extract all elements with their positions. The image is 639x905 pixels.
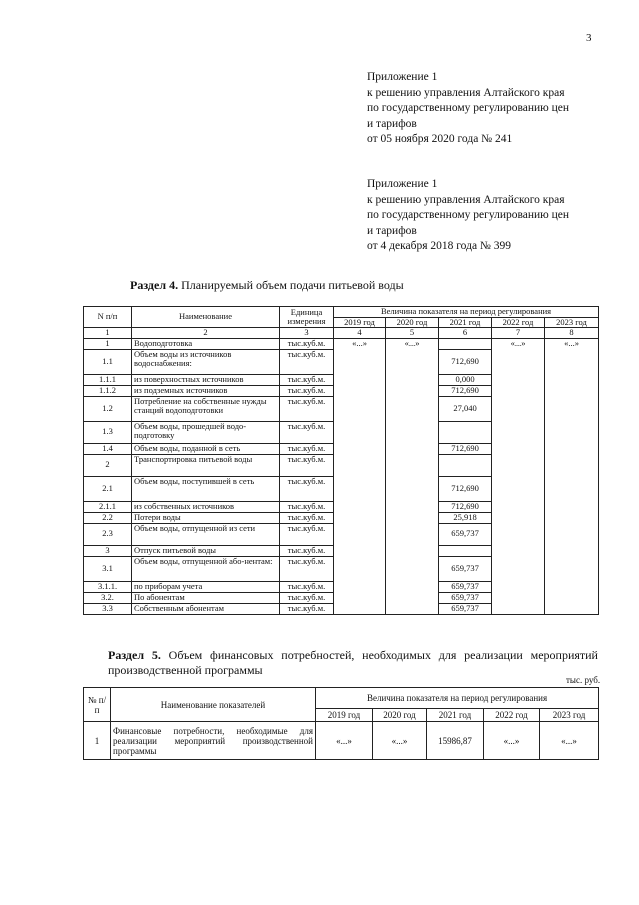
cell-2021 — [439, 454, 492, 476]
row-unit: тыс.куб.м. — [280, 349, 334, 374]
header-2023: 2023 год — [540, 709, 599, 722]
section4-label: Раздел 4. — [130, 278, 179, 292]
header-2022: 2022 год — [492, 317, 545, 328]
col-number: 8 — [545, 328, 599, 339]
row-num: 3 — [84, 545, 132, 556]
cell-2021 — [439, 421, 492, 443]
row-num: 1.4 — [84, 443, 132, 454]
cell-2021: 712,690 — [439, 501, 492, 512]
row-unit: тыс.куб.м. — [280, 374, 334, 385]
row-unit: тыс.куб.м. — [280, 385, 334, 396]
row-name: Объем воды, поступившей в сеть — [132, 476, 280, 501]
cell-2021: 659,737 — [439, 556, 492, 581]
row-name: Собственным абонентам — [132, 603, 280, 614]
section5-label: Раздел 5. — [108, 648, 161, 662]
row-name: из подземных источников — [132, 385, 280, 396]
appendix-line: от 4 декабря 2018 года № 399 — [367, 240, 512, 252]
table-row — [84, 722, 599, 760]
row-name: из поверхностных источников — [132, 374, 280, 385]
row-num: 1.1 — [84, 349, 132, 374]
row-unit: тыс.куб.м. — [280, 545, 334, 556]
row-unit: тыс.куб.м. — [280, 512, 334, 523]
appendix-line: по государственному регулированию цен — [367, 102, 570, 114]
row-name: Потребление на собственные нужды станций водоподготовки — [132, 396, 280, 421]
row-num: 3.3 — [84, 603, 132, 614]
row-unit: тыс.куб.м. — [280, 454, 334, 476]
header-2019: 2019 год — [334, 317, 386, 328]
row-num: 2.1 — [84, 476, 132, 501]
appendix-line: к решению управления Алтайского края — [367, 193, 565, 206]
cell-2022: «...» — [492, 338, 545, 614]
row-unit: тыс.куб.м. — [280, 523, 334, 545]
header-name: Наименование показателей — [111, 688, 316, 722]
cell-2023: «...» — [540, 722, 599, 760]
cell-2021: 712,690 — [439, 385, 492, 396]
cell-2021: 659,737 — [439, 603, 492, 614]
row-name: Водоподготовка — [132, 338, 280, 349]
row-num: 1 — [84, 722, 111, 760]
cell-2021: 659,737 — [439, 581, 492, 592]
row-name: Объем воды, прошедшей водо-подготовку — [132, 421, 280, 443]
header-period: Величина показателя на период регулирования — [334, 307, 599, 318]
appendix-line: по государственному регулированию цен — [367, 209, 570, 221]
section4-heading — [130, 278, 404, 293]
cell-2019: «...» — [334, 338, 386, 614]
appendix-header-previous — [367, 177, 569, 255]
cell-2021: 712,690 — [439, 443, 492, 454]
row-num: 2.3 — [84, 523, 132, 545]
cell-2021: 15986,87 — [427, 722, 484, 760]
appendix-header-current — [367, 70, 569, 148]
cell-2021: 712,690 — [439, 476, 492, 501]
cell-2019: «...» — [316, 722, 373, 760]
header-num: N п/п — [84, 307, 132, 328]
row-name: по приборам учета — [132, 581, 280, 592]
water-volume-table — [83, 306, 599, 615]
appendix-line: Приложение 1 — [367, 71, 438, 83]
col-number: 7 — [492, 328, 545, 339]
col-number: 2 — [132, 328, 280, 339]
header-2021: 2021 год — [439, 317, 492, 328]
cell-2021: 25,918 — [439, 512, 492, 523]
row-unit: тыс.куб.м. — [280, 581, 334, 592]
row-num: 3.2. — [84, 592, 132, 603]
column-numbers-row — [84, 328, 599, 339]
row-num: 1 — [84, 338, 132, 349]
col-number: 1 — [84, 328, 132, 339]
appendix-line: и тарифов — [367, 117, 417, 130]
row-num: 3.1.1. — [84, 581, 132, 592]
row-num: 2.1.1 — [84, 501, 132, 512]
header-name: Наименование — [132, 307, 280, 328]
row-num: 2.2 — [84, 512, 132, 523]
row-name: Потери воды — [132, 512, 280, 523]
header-2022: 2022 год — [484, 709, 540, 722]
cell-2020: «...» — [373, 722, 427, 760]
row-name: Объем воды, поданной в сеть — [132, 443, 280, 454]
cell-2021 — [439, 545, 492, 556]
row-unit: тыс.куб.м. — [280, 556, 334, 581]
row-unit: тыс.куб.м. — [280, 592, 334, 603]
row-unit: тыс.куб.м. — [280, 603, 334, 614]
table-row — [84, 338, 599, 349]
header-unit: Единица измерения — [280, 307, 334, 328]
row-name: По абонентам — [132, 592, 280, 603]
appendix-line: и тарифов — [367, 224, 417, 237]
appendix-line: от 05 ноября 2020 года № 241 — [367, 133, 513, 145]
row-num: 2 — [84, 454, 132, 476]
row-name: Транспортировка питьевой воды — [132, 454, 280, 476]
cell-2021: 712,690 — [439, 349, 492, 374]
header-num: № п/п — [84, 688, 111, 722]
cell-2020: «...» — [386, 338, 439, 614]
cell-2021: 659,737 — [439, 523, 492, 545]
header-2019: 2019 год — [316, 709, 373, 722]
col-number: 6 — [439, 328, 492, 339]
row-num: 1.1.1 — [84, 374, 132, 385]
header-2020: 2020 год — [373, 709, 427, 722]
row-unit: тыс.куб.м. — [280, 443, 334, 454]
row-name: Отпуск питьевой воды — [132, 545, 280, 556]
header-2023: 2023 год — [545, 317, 599, 328]
section5-title: Объем финансовых потребностей, необходимых для реализации мероприятий производственной программы — [108, 648, 598, 677]
row-num: 1.1.2 — [84, 385, 132, 396]
header-period: Величина показателя на период регулирования — [316, 688, 599, 709]
col-number: 3 — [280, 328, 334, 339]
row-name: Объем воды, отпущенной из сети — [132, 523, 280, 545]
row-name: Объем воды, отпущенной або-нентам: — [132, 556, 280, 581]
header-2020: 2020 год — [386, 317, 439, 328]
cell-2021: 0,000 — [439, 374, 492, 385]
row-name: Финансовые потребности, необходимые для реализации мероприятий производственной программы — [111, 722, 316, 760]
row-unit: тыс.куб.м. — [280, 476, 334, 501]
cell-2023: «...» — [545, 338, 599, 614]
col-number: 4 — [334, 328, 386, 339]
section5-unit-note: тыс. руб. — [566, 675, 601, 685]
row-num: 3.1 — [84, 556, 132, 581]
row-num: 1.2 — [84, 396, 132, 421]
appendix-line: Приложение 1 — [367, 178, 438, 190]
row-unit: тыс.куб.м. — [280, 338, 334, 349]
row-unit: тыс.куб.м. — [280, 421, 334, 443]
cell-2021 — [439, 338, 492, 349]
cell-2022: «...» — [484, 722, 540, 760]
row-num: 1.3 — [84, 421, 132, 443]
financial-needs-table — [83, 687, 599, 760]
page-number: 3 — [586, 32, 592, 44]
appendix-line: к решению управления Алтайского края — [367, 86, 565, 99]
cell-2021: 659,737 — [439, 592, 492, 603]
section5-heading — [108, 648, 598, 678]
row-name: Объем воды из источников водоснабжения: — [132, 349, 280, 374]
header-2021: 2021 год — [427, 709, 484, 722]
row-unit: тыс.куб.м. — [280, 501, 334, 512]
row-name: из собственных источников — [132, 501, 280, 512]
cell-2021: 27,040 — [439, 396, 492, 421]
col-number: 5 — [386, 328, 439, 339]
row-unit: тыс.куб.м. — [280, 396, 334, 421]
section4-title: Планируемый объем подачи питьевой воды — [181, 278, 404, 292]
